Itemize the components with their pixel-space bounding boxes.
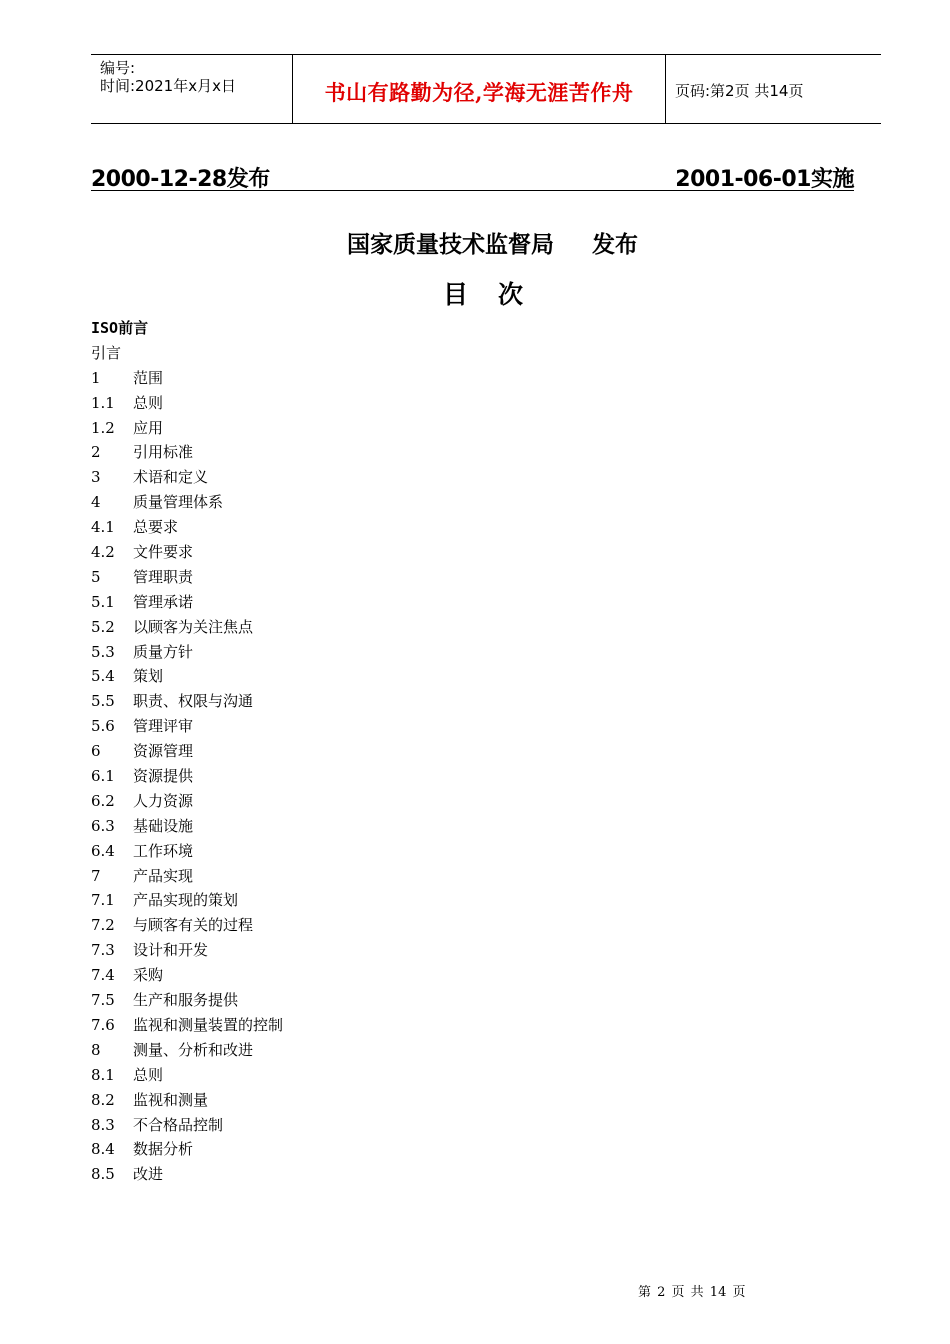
toc-entry [91,789,591,814]
toc-entry-title: 质量管理体系 [133,493,224,512]
toc-entry-title: 产品实现的策划 [133,891,239,910]
toc-entry-number: 7.3 [91,941,115,960]
toc-entry-number: 8.2 [91,1090,115,1109]
toc-entry-title: 引用标准 [133,443,194,462]
toc-entry-title: 文件要求 [133,543,194,562]
toc-entry-title: 应用 [133,418,164,437]
toc-entry-title: 生产和服务提供 [133,991,239,1010]
toc-entry-title: 资源管理 [133,742,194,761]
toc-entry-title: 职责、权限与沟通 [133,692,254,711]
toc-entry [91,391,591,416]
toc-entry-title: 引言 [91,343,122,362]
toc-entry-title: 工作环境 [133,841,194,860]
toc-entry [91,913,591,938]
toc-entry-title: 资源提供 [133,767,194,786]
toc-entry [91,1137,591,1162]
motto-text: 书山有路勤为径,学海无涯苦作舟 [324,80,634,105]
issue-date: 2000-12-28发布 [91,167,270,192]
header-page-cell [666,55,881,123]
toc-entry-title: 基础设施 [133,816,194,835]
toc-entry-number: 5.1 [91,592,115,611]
header-motto-cell [293,55,666,123]
toc-entry [91,465,591,490]
toc-entry [91,938,591,963]
publisher-name: 国家质量技术监督局 [347,231,554,258]
toc-entry [91,864,591,889]
toc-entry-number: 5.3 [91,642,115,661]
toc-entry [91,440,591,465]
toc-entry [91,490,591,515]
toc-entry-number: 8 [91,1040,101,1059]
toc-entry-number: 7.6 [91,1015,115,1034]
toc-entry-title: 采购 [133,966,164,985]
toc-entry [91,764,591,789]
table-of-contents [91,316,591,1187]
toc-entry-title: 监视和测量 [133,1090,209,1109]
toc-entry-number: 5.5 [91,692,115,711]
toc-entry-number: 4 [91,493,101,512]
toc-entry-number: 6.2 [91,791,115,810]
toc-entry-title: 数据分析 [133,1140,194,1159]
page-code: 页码:第2页 共14页 [675,82,804,100]
document-header [91,54,881,124]
toc-entry [91,1063,591,1088]
toc-entry-title: 测量、分析和改进 [133,1040,254,1059]
toc-entry [91,316,591,341]
toc-title: 目次 [443,280,554,309]
toc-entry [91,888,591,913]
toc-entry-title: ISO前言 [91,319,149,337]
page-footer: 第 2 页 共 14 页 [638,1285,746,1300]
toc-entry [91,416,591,441]
toc-entry-title: 总则 [133,393,164,412]
toc-entry-number: 7.5 [91,991,115,1010]
toc-entry-number: 1 [91,368,101,387]
toc-entry-number: 4.2 [91,543,115,562]
publisher-action: 发布 [592,231,638,258]
effective-date: 2001-06-01实施 [675,167,854,192]
toc-entry-title: 质量方针 [133,642,194,661]
toc-entry [91,1113,591,1138]
toc-entry-number: 8.1 [91,1065,115,1084]
toc-entry [91,714,591,739]
toc-entry [91,988,591,1013]
toc-entry-number: 1.1 [91,393,115,412]
toc-entry-number: 4.1 [91,518,115,537]
toc-entry [91,540,591,565]
toc-entry-title: 产品实现 [133,866,194,885]
toc-entry-title: 与顾客有关的过程 [133,916,254,935]
toc-entry-number: 6.4 [91,841,115,860]
toc-entry-title: 术语和定义 [133,468,209,487]
time-label: 时间:2021年x月x日 [100,77,236,95]
toc-entry [91,1162,591,1187]
toc-entry [91,515,591,540]
toc-entry [91,1038,591,1063]
toc-entry [91,640,591,665]
header-info-cell [91,55,293,123]
toc-entry-title: 设计和开发 [133,941,209,960]
toc-entry-number: 7.2 [91,916,115,935]
toc-entry-title: 以顾客为关注焦点 [133,617,254,636]
toc-entry-number: 5.6 [91,717,115,736]
standard-dates [91,162,854,191]
doc-number-label: 编号: [100,59,136,77]
toc-entry-number: 5.4 [91,667,115,686]
toc-entry-number: 8.5 [91,1165,115,1184]
toc-entry-title: 不合格品控制 [133,1115,224,1134]
toc-entry-title: 策划 [133,667,164,686]
toc-entry-number: 1.2 [91,418,115,437]
toc-entry-number: 6.1 [91,767,115,786]
toc-entry [91,341,591,366]
toc-entry [91,664,591,689]
toc-entry-title: 总则 [133,1065,164,1084]
toc-entry-number: 5.2 [91,617,115,636]
toc-entry-title: 管理职责 [133,567,194,586]
toc-entry-title: 范围 [133,368,164,387]
toc-entry [91,963,591,988]
toc-entry-number: 3 [91,468,101,487]
toc-entry [91,590,591,615]
toc-entry-number: 6.3 [91,816,115,835]
toc-entry-title: 监视和测量装置的控制 [133,1015,284,1034]
toc-entry-title: 管理承诺 [133,592,194,611]
toc-entry [91,615,591,640]
toc-entry-title: 总要求 [133,518,179,537]
toc-entry [91,366,591,391]
toc-entry-title: 改进 [133,1165,164,1184]
toc-entry-title: 管理评审 [133,717,194,736]
toc-entry [91,689,591,714]
toc-entry-title: 人力资源 [133,791,194,810]
toc-entry [91,1088,591,1113]
toc-entry-number: 7.1 [91,891,115,910]
publisher-line [347,226,638,259]
toc-entry [91,814,591,839]
toc-entry-number: 2 [91,443,101,462]
toc-entry [91,565,591,590]
toc-entry-number: 5 [91,567,101,586]
toc-entry-number: 8.4 [91,1140,115,1159]
toc-entry-number: 8.3 [91,1115,115,1134]
toc-entry [91,1013,591,1038]
toc-entry-number: 7 [91,866,101,885]
toc-entry-number: 7.4 [91,966,115,985]
toc-entry [91,739,591,764]
toc-entry [91,839,591,864]
toc-entry-number: 6 [91,742,101,761]
